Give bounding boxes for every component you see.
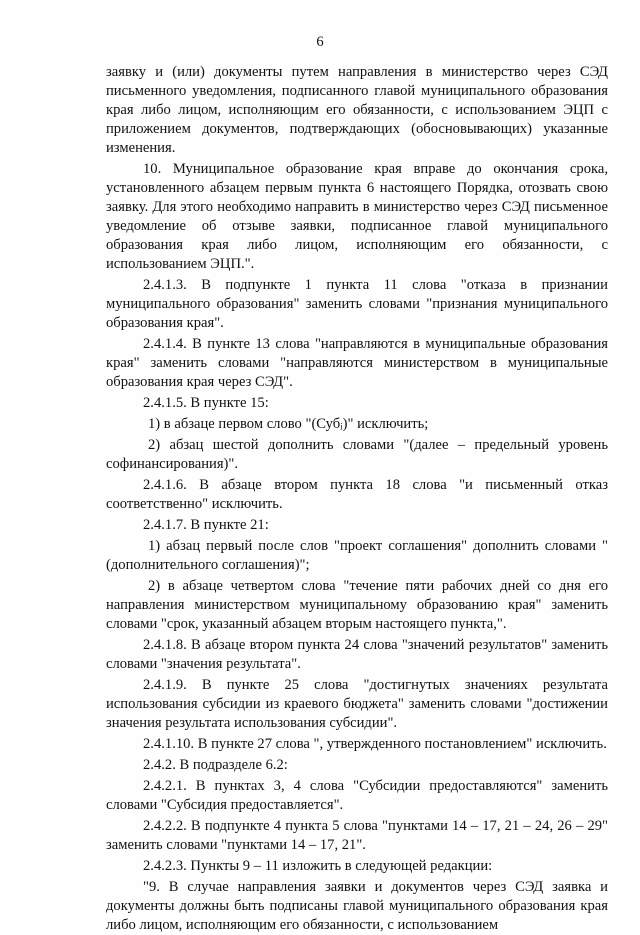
- paragraph-item-10: 10. Муниципальное образование края вправе до окончания срока, установленного абзацем первым пункта 6 настоящего Порядка, отозвать свою заявку. Для этого необходимо направить в министерство через СЭД письменное уведомление об отзыве заявки, подписанное главой муниципального образования края либо лицом, исполняющим его обязанности, с использованием ЭЦП.".: [106, 161, 608, 272]
- paragraph-2-4-2-2: 2.4.2.2. В подпункте 4 пункта 5 слова "пунктами 14 – 17, 21 – 24, 26 – 29" заменить словами "пунктами 14 – 17, 21".: [106, 818, 608, 853]
- paragraph-2-4-1-7: 2.4.1.7. В пункте 21:: [143, 517, 269, 533]
- document-body: [106, 63, 608, 935]
- paragraph-2-4-1-9: 2.4.1.9. В пункте 25 слова "достигнутых значениях результата использования субсидии из краевого бюджета" заменить словами "достижении значения результата использования субсидии".: [106, 677, 608, 731]
- paragraph-2-4-1-5-sub-2: 2) абзац шестой дополнить словами "(далее – предельный уровень софинансирования)".: [106, 437, 608, 472]
- paragraph-continuation: заявку и (или) документы путем направления в министерство через СЭД письменного уведомления, подписанного главой муниципального образования края либо лицом, исполняющим его обязанности, с использованием ЭЦП с приложением документов, подтверждающих (обосновывающих) указанные изменения.: [106, 64, 608, 156]
- page-number: 6: [316, 34, 324, 50]
- paragraph-2-4-1-8: 2.4.1.8. В абзаце втором пункта 24 слова "значений результатов" заменить словами "значения результата".: [106, 637, 608, 672]
- paragraph-2-4-1-5: 2.4.1.5. В пункте 15:: [143, 395, 269, 411]
- paragraph-2-4-1-5-sub-1: 1) в абзаце первом слово "(Субᵢ)" исключить;: [148, 416, 429, 432]
- paragraph-item-9-quote: "9. В случае направления заявки и документов через СЭД заявка и документы должны быть подписаны главой муниципального образования края либо лицом, исполняющим его обязанности, с использованием: [106, 879, 608, 933]
- paragraph-2-4-1-7-sub-2: 2) в абзаце четвертом слова "течение пяти рабочих дней со дня его направления министерством муниципальному образованию края" заменить словами "срок, указанный абзацем вторым настоящего пункта,".: [106, 578, 608, 632]
- paragraph-2-4-2: 2.4.2. В подразделе 6.2:: [143, 757, 288, 773]
- paragraph-2-4-1-3: 2.4.1.3. В подпункте 1 пункта 11 слова "отказа в признании муниципального образования" заменить словами "признания муниципального образования края".: [106, 277, 608, 331]
- paragraph-2-4-1-4: 2.4.1.4. В пункте 13 слова "направляются в муниципальные образования края" заменить словами "направляются министерством в муниципальные образования края через СЭД".: [106, 336, 608, 390]
- paragraph-2-4-1-7-sub-1: 1) абзац первый после слов "проект соглашения" дополнить словами "(дополнительного соглашения)";: [106, 538, 608, 573]
- paragraph-2-4-2-3: 2.4.2.3. Пункты 9 – 11 изложить в следующей редакции:: [143, 858, 493, 874]
- paragraph-2-4-2-1: 2.4.2.1. В пунктах 3, 4 слова "Субсидии предоставляются" заменить словами "Субсидия предоставляется".: [106, 778, 608, 813]
- paragraph-2-4-1-6: 2.4.1.6. В абзаце втором пункта 18 слова "и письменный отказ соответственно" исключить.: [106, 477, 608, 512]
- paragraph-2-4-1-10: 2.4.1.10. В пункте 27 слова ", утвержденного постановлением" исключить.: [143, 736, 607, 752]
